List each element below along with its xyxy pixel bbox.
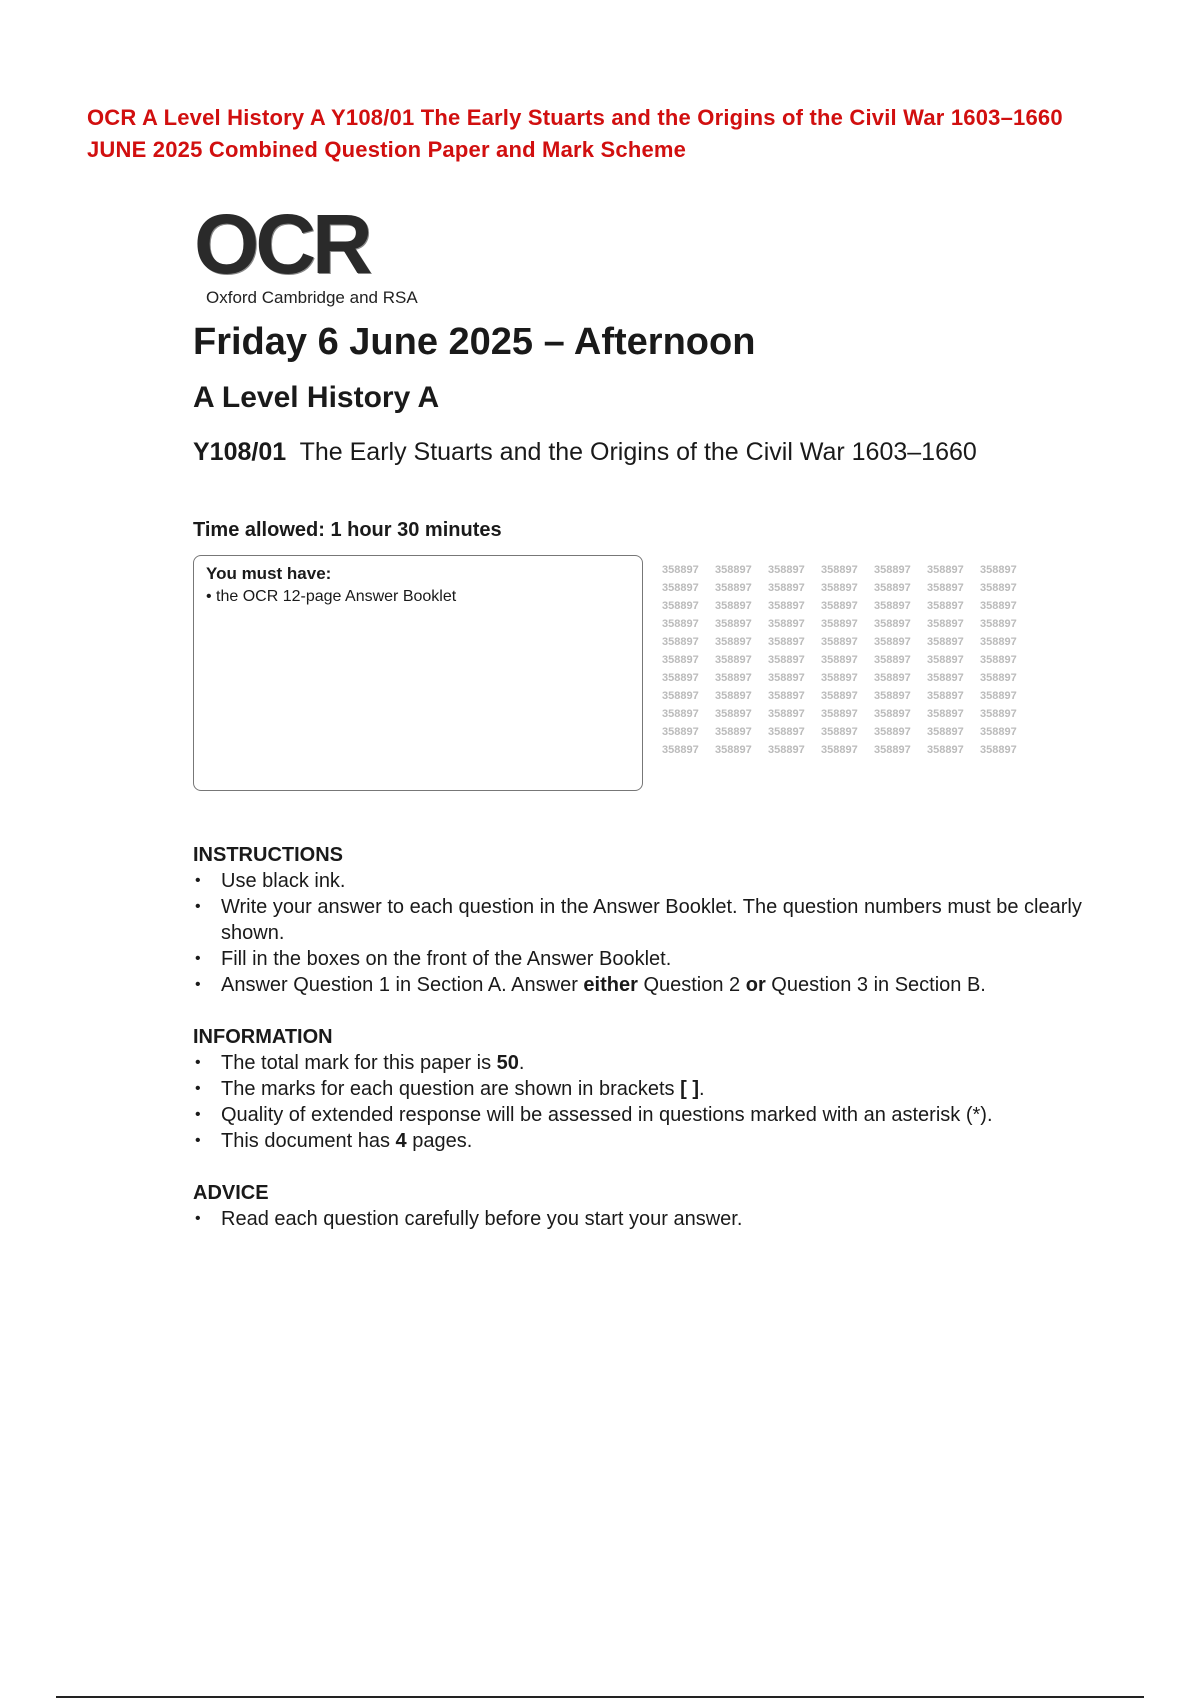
watermark-glyph: 358897	[715, 564, 752, 576]
watermark-glyph: 358897	[821, 744, 858, 756]
watermark-glyph: 358897	[768, 564, 805, 576]
watermark-glyph: 358897	[768, 726, 805, 738]
watermark-glyph: 358897	[715, 618, 752, 630]
watermark-glyph: 358897	[927, 744, 964, 756]
text: Answer Question 1 in Section A. Answer	[221, 974, 584, 996]
text-bold: 50	[496, 1052, 519, 1074]
watermark-glyph: 358897	[927, 672, 964, 684]
watermark-glyph: 358897	[874, 726, 911, 738]
watermark-glyph: 358897	[821, 564, 858, 576]
watermark-glyph: 358897	[821, 636, 858, 648]
information-item: • Quality of extended response will be assessed in questions marked with an asterisk (*).	[193, 1102, 1093, 1128]
must-have-item-text: the OCR 12-page Answer Booklet	[216, 588, 457, 605]
watermark-glyph: 358897	[768, 618, 805, 630]
instructions-heading: INSTRUCTIONS	[193, 844, 343, 866]
text: This document has	[221, 1130, 396, 1152]
text: The total mark for this paper is	[221, 1052, 497, 1074]
watermark-glyph: 358897	[927, 618, 964, 630]
watermark-glyph: 358897	[768, 636, 805, 648]
instruction-item	[193, 972, 1093, 998]
watermark-glyph: 358897	[662, 618, 699, 630]
watermark-glyph: 358897	[821, 600, 858, 612]
watermark-glyph: 358897	[715, 636, 752, 648]
text: Question 2	[637, 974, 746, 996]
watermark-glyph: 358897	[980, 726, 1017, 738]
ocr-logo	[194, 197, 454, 312]
instruction-item: • Use black ink.	[193, 868, 1093, 894]
watermark-glyph: 358897	[821, 708, 858, 720]
watermark-glyph: 358897	[768, 708, 805, 720]
watermark-glyph: 358897	[662, 708, 699, 720]
watermark-glyph: 358897	[980, 636, 1017, 648]
exam-level: A Level History A	[193, 381, 440, 414]
information-item	[193, 1128, 1093, 1154]
text: .	[518, 1052, 525, 1074]
watermark-glyph: 358897	[927, 690, 964, 702]
must-have-heading: You must have:	[206, 564, 332, 583]
watermark-glyph: 358897	[662, 582, 699, 594]
watermark-glyph: 358897	[874, 672, 911, 684]
watermark-glyph: 358897	[768, 654, 805, 666]
watermark-glyph: 358897	[662, 726, 699, 738]
watermark-glyph: 358897	[980, 564, 1017, 576]
watermark-glyph: 358897	[821, 672, 858, 684]
watermark-glyph: 358897	[662, 564, 699, 576]
text-bold: [ ]	[680, 1078, 700, 1100]
watermark-glyph: 358897	[715, 672, 752, 684]
watermark-glyph: 358897	[662, 690, 699, 702]
text: Question 3 in Section B.	[765, 974, 986, 996]
security-watermark	[662, 562, 1042, 772]
watermark-glyph: 358897	[980, 618, 1017, 630]
exam-date: Friday 6 June 2025 – Afternoon	[193, 321, 756, 363]
must-have-box	[193, 555, 643, 791]
watermark-glyph: 358897	[980, 600, 1017, 612]
information-item	[193, 1050, 1093, 1076]
watermark-glyph: 358897	[662, 672, 699, 684]
instruction-item: • Write your answer to each question in the Answer Booklet. The question numbers must be clearly shown.	[193, 894, 1093, 946]
watermark-glyph: 358897	[715, 654, 752, 666]
watermark-glyph: 358897	[927, 582, 964, 594]
watermark-glyph: 358897	[874, 600, 911, 612]
watermark-glyph: 358897	[980, 744, 1017, 756]
watermark-glyph: 358897	[715, 600, 752, 612]
text: The marks for each question are shown in brackets	[221, 1078, 681, 1100]
watermark-glyph: 358897	[980, 672, 1017, 684]
page-divider	[56, 1696, 1144, 1698]
watermark-glyph: 358897	[874, 564, 911, 576]
document-title: OCR A Level History A Y108/01 The Early Stuarts and the Origins of the Civil War 1603–1660 JUNE 2025 Combined Question Paper and Mark Scheme	[87, 105, 1063, 162]
watermark-glyph: 358897	[821, 618, 858, 630]
watermark-glyph: 358897	[715, 708, 752, 720]
advice-section	[193, 1180, 1093, 1232]
watermark-glyph: 358897	[980, 690, 1017, 702]
watermark-glyph: 358897	[927, 564, 964, 576]
watermark-glyph: 358897	[874, 636, 911, 648]
watermark-glyph: 358897	[768, 600, 805, 612]
watermark-glyph: 358897	[874, 708, 911, 720]
watermark-glyph: 358897	[662, 636, 699, 648]
watermark-glyph: 358897	[768, 582, 805, 594]
watermark-glyph: 358897	[874, 582, 911, 594]
watermark-glyph: 358897	[874, 744, 911, 756]
information-heading: INFORMATION	[193, 1026, 333, 1048]
watermark-glyph: 358897	[874, 618, 911, 630]
logo-mark: OCR	[194, 197, 369, 291]
watermark-glyph: 358897	[768, 690, 805, 702]
watermark-glyph: 358897	[821, 582, 858, 594]
watermark-glyph: 358897	[715, 744, 752, 756]
logo-subtitle: Oxford Cambridge and RSA	[206, 288, 418, 307]
instructions-section	[193, 842, 1093, 998]
exam-code: Y108/01	[193, 438, 287, 466]
information-section	[193, 1024, 1093, 1154]
watermark-glyph: 358897	[980, 708, 1017, 720]
watermark-glyph: 358897	[980, 654, 1017, 666]
watermark-glyph: 358897	[927, 636, 964, 648]
text-bold: or	[745, 974, 766, 996]
advice-item: • Read each question carefully before you start your answer.	[193, 1206, 1093, 1232]
watermark-glyph: 358897	[927, 708, 964, 720]
watermark-glyph: 358897	[768, 744, 805, 756]
watermark-glyph: 358897	[715, 582, 752, 594]
watermark-glyph: 358897	[927, 654, 964, 666]
exam-code-title	[193, 436, 1023, 468]
watermark-glyph: 358897	[821, 654, 858, 666]
information-item	[193, 1076, 1093, 1102]
watermark-glyph: 358897	[821, 690, 858, 702]
watermark-glyph: 358897	[662, 600, 699, 612]
instruction-item: • Fill in the boxes on the front of the Answer Booklet.	[193, 946, 1093, 972]
text: pages.	[406, 1130, 473, 1152]
watermark-glyph: 358897	[715, 690, 752, 702]
watermark-glyph: 358897	[715, 726, 752, 738]
watermark-glyph: 358897	[821, 726, 858, 738]
watermark-glyph: 358897	[874, 654, 911, 666]
text: .	[699, 1078, 705, 1100]
time-allowed: Time allowed: 1 hour 30 minutes	[193, 519, 502, 541]
paper-title: The Early Stuarts and the Origins of the Civil War 1603–1660	[299, 438, 977, 466]
watermark-glyph: 358897	[980, 582, 1017, 594]
watermark-glyph: 358897	[768, 672, 805, 684]
watermark-glyph: 358897	[927, 600, 964, 612]
text-bold: 4	[395, 1130, 407, 1152]
advice-heading: ADVICE	[193, 1182, 269, 1204]
watermark-glyph: 358897	[662, 654, 699, 666]
text-bold: either	[583, 974, 638, 996]
watermark-glyph: 358897	[662, 744, 699, 756]
watermark-glyph: 358897	[874, 690, 911, 702]
must-have-item: • the OCR 12-page Answer Booklet	[206, 588, 457, 605]
watermark-glyph: 358897	[927, 726, 964, 738]
